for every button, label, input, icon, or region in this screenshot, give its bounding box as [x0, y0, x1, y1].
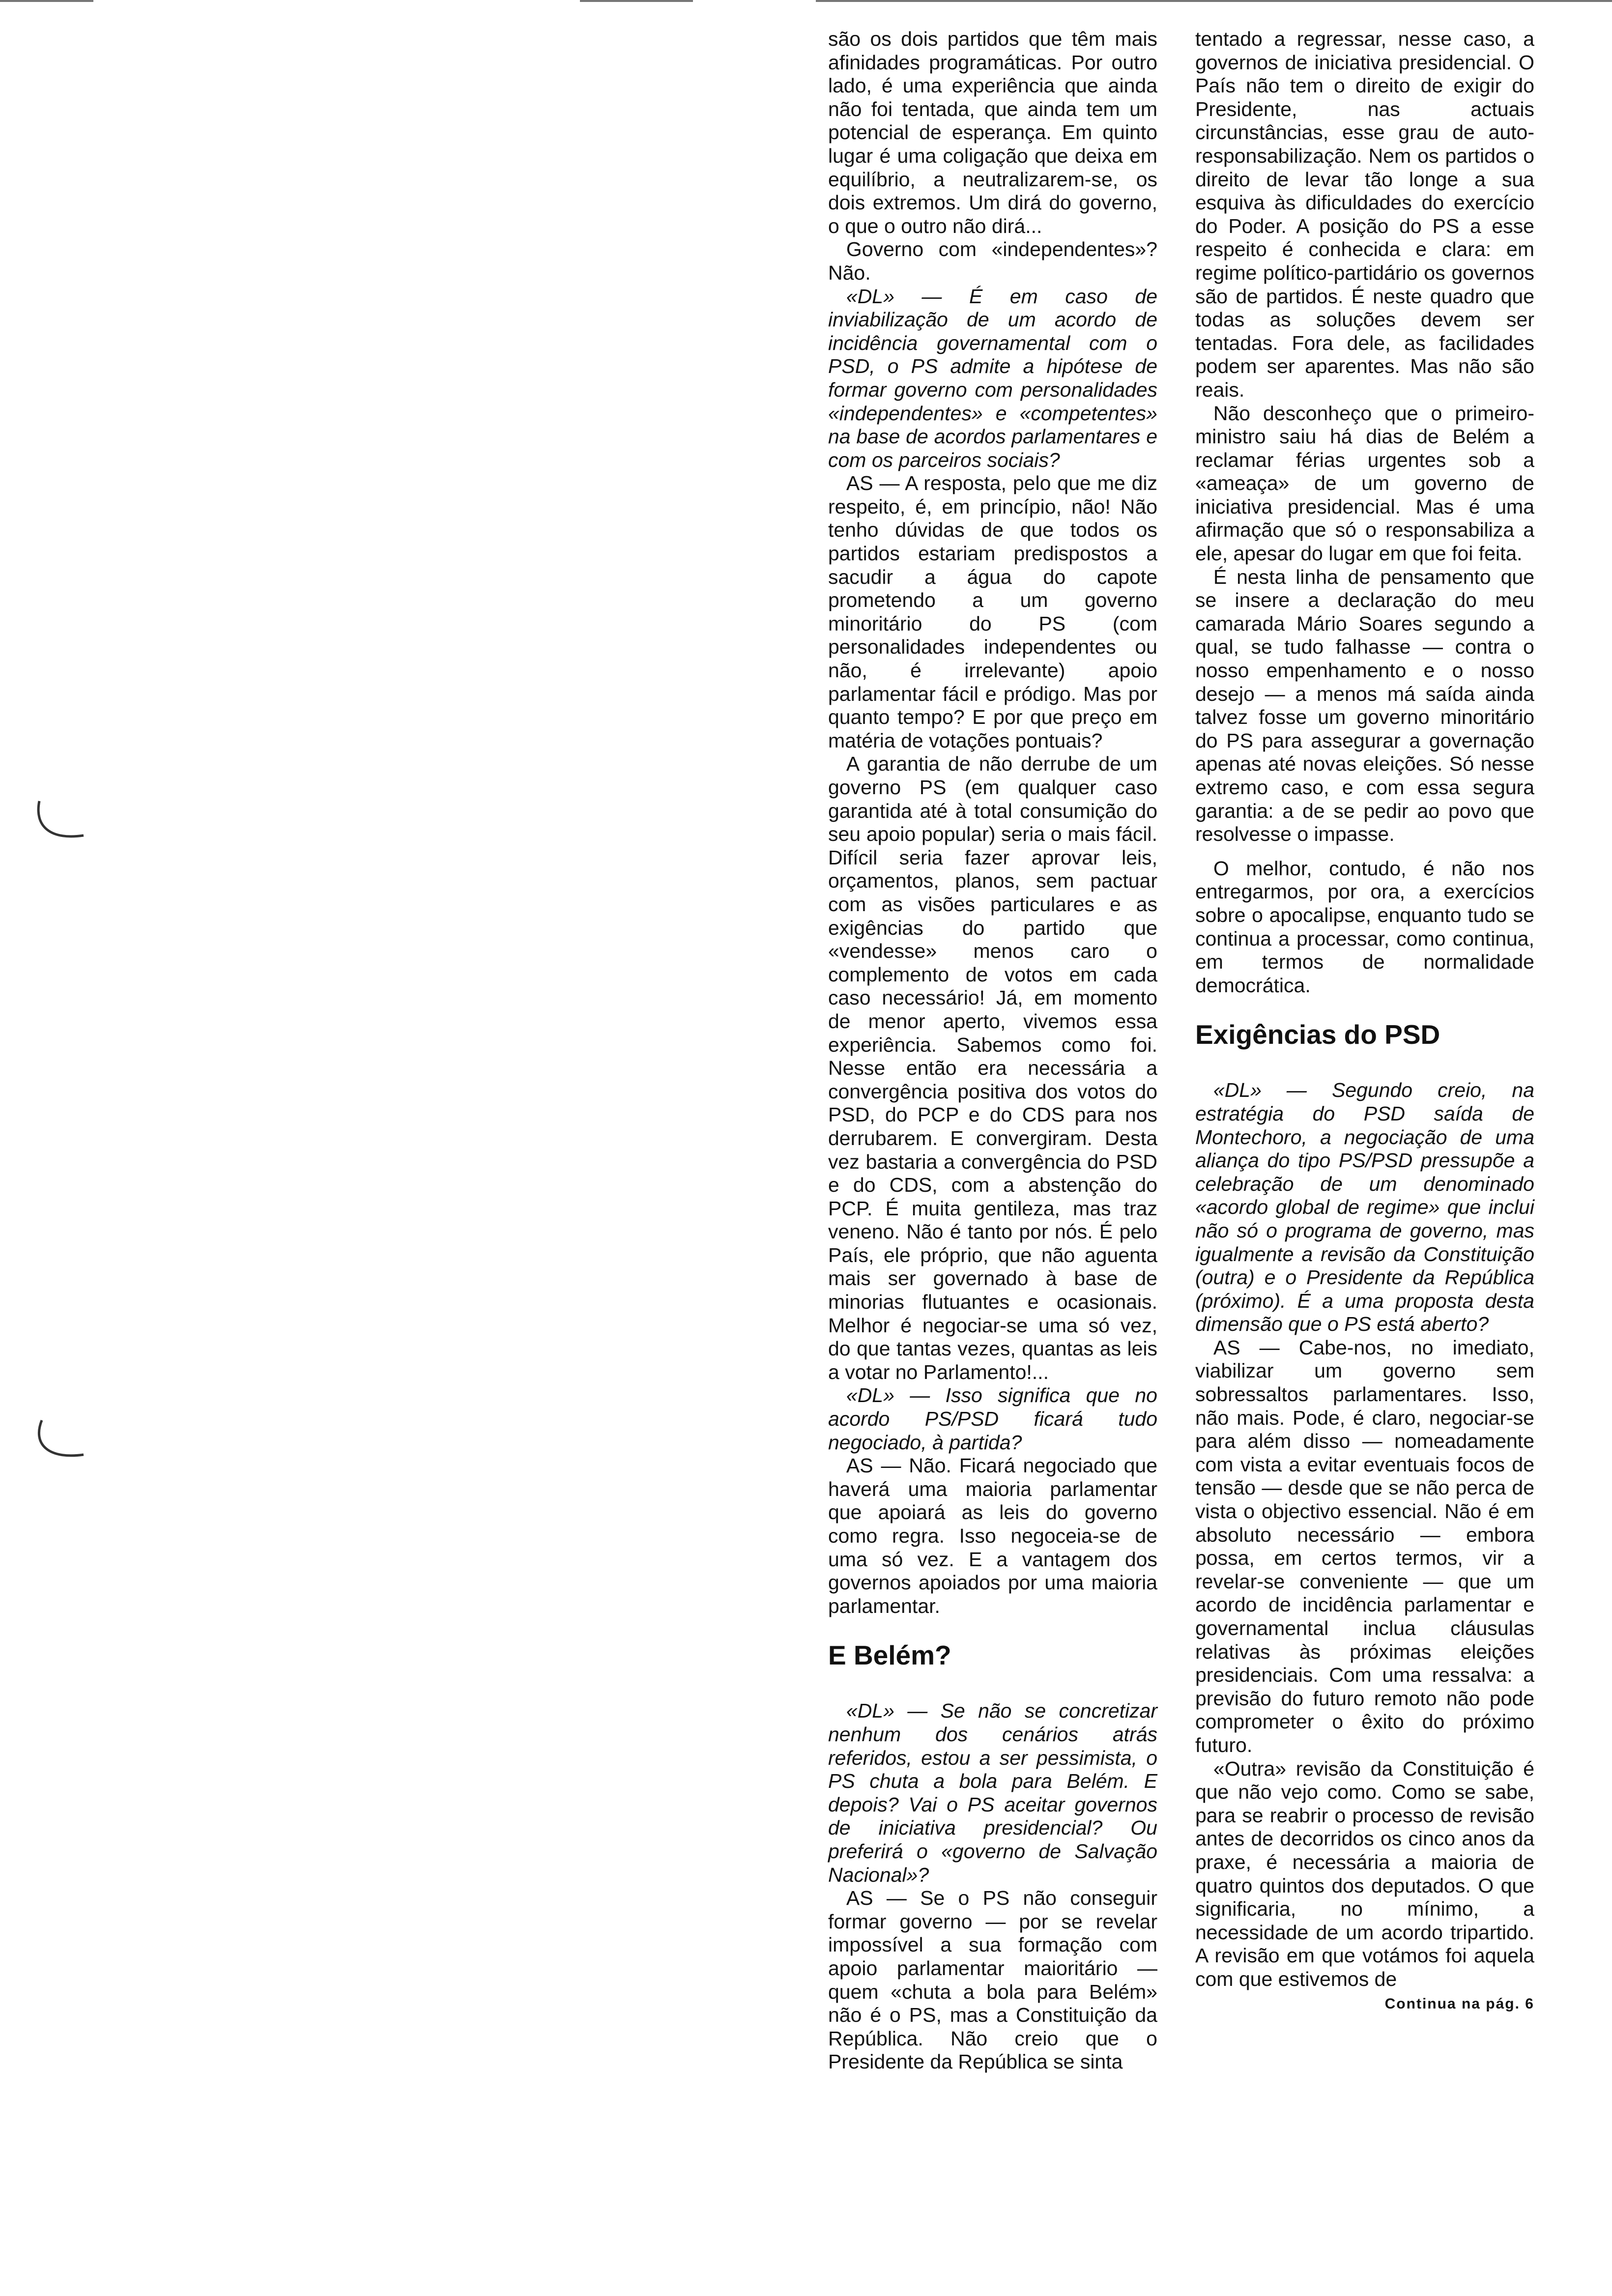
interviewer-question: «DL» — Isso significa que no acordo PS/PSD ficará tudo negociado, à partida? [828, 1384, 1157, 1454]
paragraph: tentado a regressar, nesse caso, a governos de iniciativa presidencial. O País não tem o direito de exigir do Presidente, nas actuais circunstâncias, esse grau de auto-responsabilização. Nem os partidos o direito de levar tão longe a sua esquiva às dificuldades do exercício do Poder. A posição do PS a esse respeito é conhecida e clara: em regime político-partidário os governos são de partidos. É neste quadro que todas as soluções devem ser tentadas. Fora dele, as facilidades podem ser aparentes. Mas não são reais. [1195, 28, 1534, 401]
paragraph: «Outra» revisão da Constituição é que não vejo como. Como se sabe, para se reabrir o processo de revisão antes de decorridos os cinco anos da praxe, é necessária a maioria de quatro quintos dos deputados. O que significaria, no mínimo, a necessidade de um acordo tripartido. A revisão em que votámos foi aquela com que estivemos de [1195, 1757, 1534, 1990]
binding-hole-mark-top [29, 796, 93, 850]
paragraph: AS — A resposta, pelo que me diz respeito, é, em princípio, não! Não tenho dúvidas de que todos os partidos estariam predispostos a sacudir a água do capote prometendo a um governo minoritário do PS (com personalidades independentes ou não, é irrelevante) apoio parlamentar fácil e pródigo. Mas por quanto tempo? E por que preço em matéria de votações pontuais? [828, 472, 1157, 752]
paragraph: AS — Cabe-nos, no imediato, viabilizar um governo sem sobressaltos parlamentares. Isso, não mais. Pode, é claro, negociar-se para além disso — nomeadamente com vista a evitar eventuais focos de tensão — desde que se não perca de vista o objectivo essencial. Não é em absoluto necessário — embora possa, em certos termos, vir a revelar-se conveniente — que um acordo de incidência parlamentar e governamental inclua cláusulas relativas às próximas eleições presidenciais. Com uma ressalva: a previsão do futuro remoto não pode comprometer o êxito do próximo futuro. [1195, 1336, 1534, 1756]
section-heading: Exigências do PSD [1195, 1019, 1440, 1050]
interviewer-question: «DL» — Segundo creio, na estratégia do PSD saída de Montechoro, a negociação de uma aliança do tipo PS/PSD pressupõe a celebração de um denominado «acordo global de regime» que inclui não só o programa de governo, mas igualmente a revisão da Constituição (outra) e o Presidente da República (próximo). É a uma proposta desta dimensão que o PS está aberto? [1195, 1079, 1534, 1336]
article-column-left [828, 28, 1157, 2074]
paragraph: são os dois partidos que têm mais afinidades programáticas. Por outro lado, é uma experiência que ainda não foi tentada, que ainda tem um potencial de esperança. Em quinto lugar é uma coligação que deixa em equilíbrio, a neutralizarem-se, os dois extremos. Um dirá do governo, o que o outro não dirá... [828, 28, 1157, 237]
paragraph: Governo com «independentes»? Não. [828, 238, 1157, 284]
section-heading: E Belém? [828, 1640, 951, 1671]
top-rule-left [0, 0, 93, 2]
paragraph: A garantia de não derrube de um governo PS (em qualquer caso garantida até à total consumição do seu apoio popular) seria o mais fácil. Difícil seria fazer aprovar leis, orçamentos, planos, sem pactuar com as visões particulares e as exigências do partido que «vendesse» menos caro o complemento de votos em cada caso necessário! Já, em momento de menor aperto, vivemos essa experiência. Sabemos como foi. Nesse então era necessária a convergência positiva dos votos do PSD, do PCP e do CDS para nos derrubarem. E convergiram. Desta vez bastaria a convergência do PSD e do CDS, com a abstenção do PCP. É muita gentileza, mas traz veneno. Não é tanto por nós. É pelo País, ele próprio, que não aguenta mais ser governado à base de minorias flutuantes e ocasionais. Melhor é negociar-se uma só vez, do que tantas vezes, quantas as leis a votar no Parlamento!... [828, 752, 1157, 1383]
top-rule-right [816, 0, 1612, 2]
article-column-right [1195, 28, 1534, 2015]
interviewer-question: «DL» — Se não se concretizar nenhum dos cenários atrás referidos, estou a ser pessimista, o PS chuta a bola para Belém. E depois? Vai o PS aceitar governos de iniciativa presidencial? Ou preferirá o «governo de Salvação Nacional»? [828, 1699, 1157, 1886]
paragraph: AS — Não. Ficará negociado que haverá uma maioria parlamentar que apoiará as leis do governo como regra. Isso negoceia-se de uma só vez. E a vantagem dos governos apoiados por uma maioria parlamentar. [828, 1454, 1157, 1617]
continuation-note: Continua na pág. 6 [1384, 1995, 1534, 2012]
paragraph: É nesta linha de pensamento que se insere a declaração do meu camarada Mário Soares segundo a qual, se tudo falhasse — contra o nosso empenhamento e o nosso desejo — a menos má saída ainda talvez fosse um governo minoritário do PS para assegurar a governação apenas até novas eleições. Só nesse extremo caso, e com essa segura garantia: a de se pedir ao povo que resolvesse o impasse. [1195, 565, 1534, 846]
interviewer-question: «DL» — É em caso de inviabilização de um acordo de incidência governamental com o PSD, o PS admite a hipótese de formar governo com personalidades «independentes» e «competentes» na base de acordos parlamentares e com os parceiros sociais? [828, 285, 1157, 471]
binding-hole-mark-bottom [29, 1415, 93, 1469]
top-rule-mid [580, 0, 693, 2]
paragraph: O melhor, contudo, é não nos entregarmos, por ora, a exercícios sobre o apocalipse, enquanto tudo se continua a processar, como continua, em termos de normalidade democrática. [1195, 857, 1534, 997]
paragraph: Não desconheço que o primeiro-ministro saiu há dias de Belém a reclamar férias urgentes sob a «ameaça» de um governo de iniciativa presidencial. Mas é uma afirmação que só o responsabiliza a ele, apesar do lugar em que foi feita. [1195, 402, 1534, 565]
paragraph: AS — Se o PS não conseguir formar governo — por se revelar impossível a sua formação com apoio parlamentar maioritário — quem «chuta a bola para Belém» não é o PS, mas a Constituição da República. Não creio que o Presidente da República se sinta [828, 1887, 1157, 2073]
